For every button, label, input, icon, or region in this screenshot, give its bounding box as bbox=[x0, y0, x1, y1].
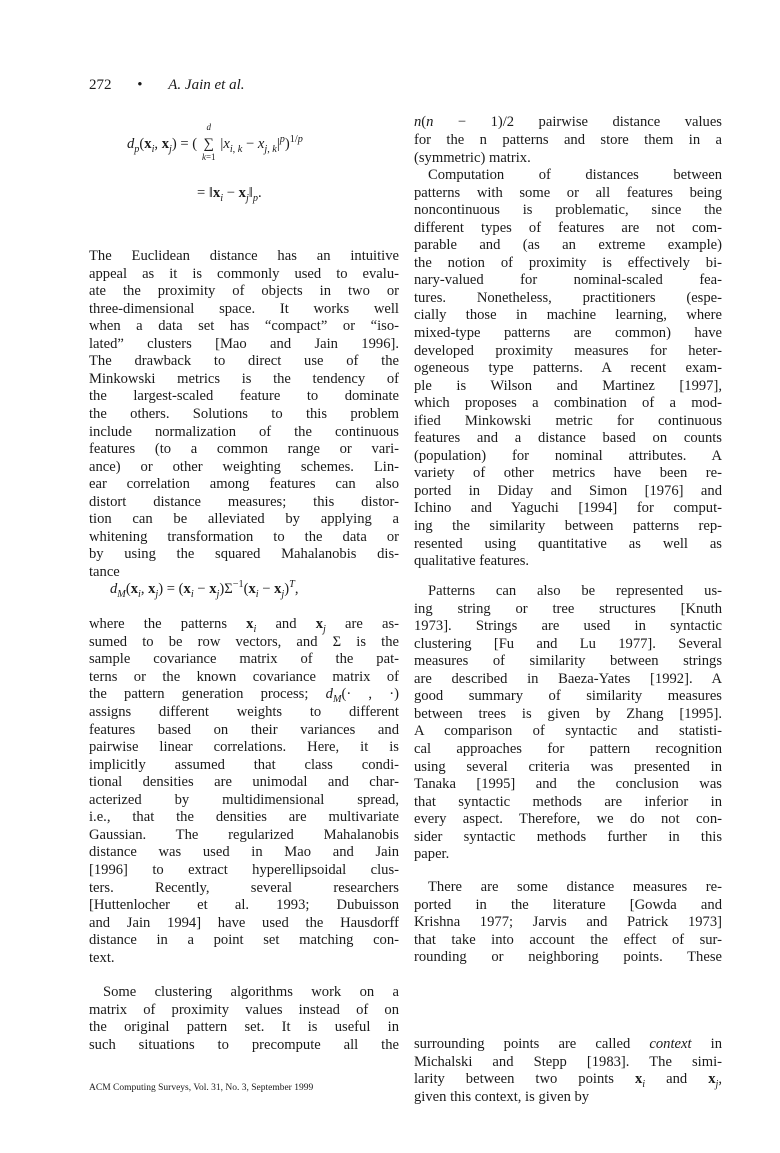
left-text-line: by using the squared Mahalanobis dis- bbox=[89, 546, 399, 563]
left-text-line: sumed to be row vectors, and Σ is the bbox=[89, 634, 399, 650]
right-text-line: that take into account the effect of sur- bbox=[414, 931, 722, 948]
right-text-line: parable and (as an extreme example) bbox=[414, 237, 722, 254]
left-text-line: [Huttenlocher et al. 1993; Dubuisson bbox=[89, 897, 399, 914]
left-text-line: acterized by multidimensional spread, bbox=[89, 791, 399, 808]
left-text-line: the pattern generation process; $d_M(\cdot$ , ·) bbox=[89, 686, 399, 705]
right-text-line: that syntactic methods are inferior in bbox=[414, 793, 722, 810]
right-text-line: features and a distance based on counts bbox=[414, 430, 722, 447]
left-text-line: distort distance measures; this distor- bbox=[89, 493, 399, 510]
equation-norm: = $‖x_i$ − $x_j‖_p$. bbox=[197, 185, 262, 204]
left-text-line: pairwise linear correlations. Here, it is bbox=[89, 739, 399, 756]
right-text-line: using several criteria was presented in bbox=[414, 758, 722, 775]
left-text-line: Gaussian. The regularized Mahalanobis bbox=[89, 826, 399, 843]
header-bullet: • bbox=[137, 77, 143, 93]
left-text-line: ear correlation among features can also bbox=[89, 476, 399, 493]
left-text-line: tion can be alleviated by applying a bbox=[89, 511, 399, 528]
right-text-line: every aspect. Therefore, we do not con- bbox=[414, 811, 722, 828]
right-text-line: (population) for nominal attributes. A bbox=[414, 447, 722, 464]
left-text-line: and Jain 1994] have used the Hausdorff bbox=[89, 914, 399, 931]
left-text-line: The drawback to direct use of the bbox=[89, 353, 399, 370]
left-text-line: text. bbox=[89, 949, 115, 966]
left-text-line: Minkowski metrics is the tendency of bbox=[89, 370, 399, 387]
right-text-line: qualitative features. bbox=[414, 553, 530, 570]
left-text-line: distance was used in Mao and Jain bbox=[89, 844, 399, 861]
right-text-line: ple is Wilson and Martinez [1997], bbox=[414, 377, 722, 394]
right-text-line: ogeneous type patterns. A recent exam- bbox=[414, 360, 722, 377]
left-text-line: the original pattern set. It is useful in bbox=[89, 1019, 399, 1036]
right-text-line: There are some distance measures re- bbox=[428, 879, 722, 895]
left-text-line: tance bbox=[89, 563, 120, 580]
right-text-line: Michalski and Stepp [1983]. The simi- bbox=[414, 1054, 722, 1070]
right-text-line: Computation of distances between bbox=[428, 167, 722, 183]
right-text-line: 1973]. Strings are used in syntactic bbox=[414, 618, 722, 635]
right-text-line: A comparison of syntactic and statisti- bbox=[414, 723, 722, 740]
left-text-line: matrix of proximity values instead of on bbox=[89, 1001, 399, 1018]
left-text-line: tional densities are unimodal and char- bbox=[89, 774, 399, 791]
right-text-line: developed proximity measures for heter- bbox=[414, 342, 722, 359]
left-text-line: [1996] to extract hyperellipsoidal clus- bbox=[89, 861, 399, 878]
right-text-line: given this context, is given by bbox=[414, 1089, 590, 1105]
right-text-line: cially those in machine learning, where bbox=[414, 307, 722, 324]
right-text-line: nary-valued for nominal-scaled fea- bbox=[414, 272, 722, 289]
left-text-line: include normalization of the continuous bbox=[89, 423, 399, 440]
summation-symbol: ∑ d k=1 bbox=[201, 121, 216, 162]
left-text-line: ance) or other weighting schemes. Lin- bbox=[89, 458, 399, 475]
right-text-line: are described in Baeza-Yates [1992]. A bbox=[414, 670, 722, 687]
left-text-line: features based on their variances and bbox=[89, 721, 399, 738]
left-text-line: The Euclidean distance has an intuitive bbox=[89, 248, 399, 264]
left-text-line: i.e., that the densities are multivariate bbox=[89, 809, 399, 826]
equation-mahalanobis: $d_M(x_i$, $x_j) = (x_i - x_j)\Sigma^{-1}(x_i - x_j)^T$, bbox=[110, 579, 299, 600]
right-text-line: sider syntactic methods further in this bbox=[414, 828, 722, 845]
right-text-line: ing the similarity between patterns rep- bbox=[414, 518, 722, 534]
right-text-line: measures of similarity between strings bbox=[414, 653, 722, 670]
right-text-line: paper. bbox=[414, 846, 450, 863]
equation-minkowski: $d_p(x_i$, $x_j$) = ( ∑ d k=1 $|x_{i, k} - x_{j, k}|^p)^{1/p}$ bbox=[127, 121, 303, 162]
left-text-line: lated” clusters [Mao and Jain 1996]. bbox=[89, 335, 399, 352]
left-text-line: ters. Recently, several researchers bbox=[89, 879, 399, 896]
header-authors: A. Jain et al. bbox=[168, 77, 245, 93]
right-text-line: Krishna 1977; Jarvis and Patrick 1973] bbox=[414, 914, 722, 931]
left-text-line: terns or the known covariance matrix of bbox=[89, 668, 399, 685]
right-text-line: surrounding points are called context in bbox=[414, 1036, 722, 1052]
right-text-line: good summary of similarity measures bbox=[414, 688, 722, 705]
left-text-line: the others. Solutions to this problem bbox=[89, 405, 399, 422]
right-text-line: which proposes a combination of a mod- bbox=[414, 395, 722, 412]
left-text-line: the largest-scaled feature to dominate bbox=[89, 388, 399, 405]
right-text-line: Ichino and Yaguchi [1994] for comput- bbox=[414, 500, 722, 517]
page-footer: ACM Computing Surveys, Vol. 31, No. 3, September 1999 bbox=[89, 1083, 314, 1093]
right-text-line: for the n patterns and store them in a bbox=[414, 132, 722, 148]
page-number: 272 bbox=[89, 77, 112, 93]
right-text-line: mixed-type patterns are common) have bbox=[414, 324, 722, 341]
left-text-line: ate the proximity of objects in two or bbox=[89, 283, 399, 300]
right-text-line: between trees is given by Zhang [1995]. bbox=[414, 705, 722, 722]
right-text-line: noncontinuous is problematic, since the bbox=[414, 202, 722, 219]
left-text-line: when a data set has “compact” or “iso- bbox=[89, 318, 399, 335]
right-text-line: clustering [Fu and Lu 1977]. Several bbox=[414, 635, 722, 652]
right-text-line: tures. Nonetheless, practitioners (espe- bbox=[414, 289, 722, 306]
right-text-line: Patterns can also be represented us- bbox=[428, 583, 722, 599]
right-text-line: larity between two points $x_i$ and $x_j$, bbox=[414, 1071, 722, 1090]
right-text-line: ing string or tree structures [Knuth bbox=[414, 600, 722, 617]
left-text-line: features (to a common range or vari- bbox=[89, 441, 399, 458]
right-text-line: (symmetric) matrix. bbox=[414, 149, 531, 166]
running-header bbox=[89, 77, 245, 94]
right-text-line: resented using quantitative as well as bbox=[414, 535, 722, 552]
left-text-line: distance in a point set matching con- bbox=[89, 932, 399, 949]
right-text-line: ported in Diday and Simon [1976] and bbox=[414, 482, 722, 499]
left-text-line: such situations to precompute all the bbox=[89, 1036, 399, 1053]
left-text-line: implicitly assumed that class condi- bbox=[89, 756, 399, 773]
right-text-line: rounding or neighboring points. These bbox=[414, 949, 722, 966]
right-text-line: ified Minkowski metric for continuous bbox=[414, 412, 722, 429]
right-text-line: Tanaka [1995] and the conclusion was bbox=[414, 776, 722, 793]
left-text-line: where the patterns $x_i$ and $x_j$ are as- bbox=[89, 616, 399, 635]
right-text-line: ported in the literature [Gowda and bbox=[414, 896, 722, 913]
right-text-line: cal approaches for pattern recognition bbox=[414, 740, 722, 757]
right-text-line: different types of features are not com- bbox=[414, 219, 722, 236]
right-text-line: the notion of proximity is effectively bi- bbox=[414, 254, 722, 271]
right-text-line: n(n − 1)/2 pairwise distance values bbox=[414, 114, 722, 130]
left-text-line: assigns different weights to different bbox=[89, 704, 399, 720]
left-text-line: appeal as it is commonly used to evalu- bbox=[89, 265, 399, 282]
left-text-line: sample covariance matrix of the pat- bbox=[89, 651, 399, 667]
left-text-line: three-dimensional space. It works well bbox=[89, 300, 399, 317]
left-text-line: whitening transformation to the data or bbox=[89, 528, 399, 545]
right-text-line: variety of other metrics have been re- bbox=[414, 465, 722, 482]
right-text-line: patterns with some or all features being bbox=[414, 184, 722, 201]
left-text-line: Some clustering algorithms work on a bbox=[103, 984, 399, 1000]
